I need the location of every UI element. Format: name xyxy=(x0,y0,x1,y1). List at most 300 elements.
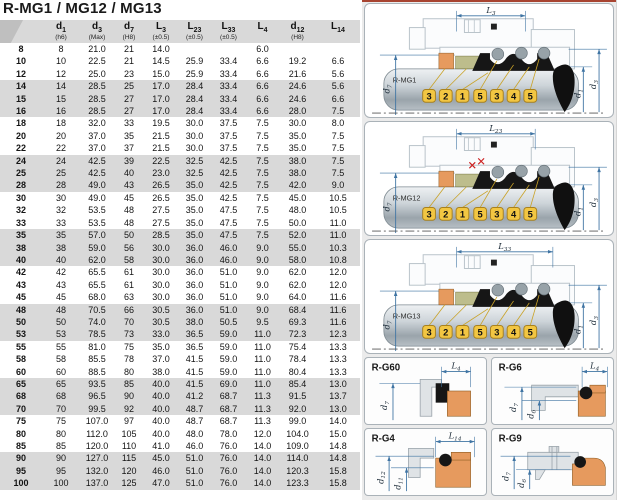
table-cell: 36.0 xyxy=(185,267,204,278)
table-cell: 18 xyxy=(15,118,26,129)
callout-number: 3 xyxy=(426,327,432,338)
table-cell: 38.0 xyxy=(279,155,316,167)
table-cell: 7.5 xyxy=(256,192,269,203)
table-cell: 70.5 xyxy=(80,304,114,316)
table-row xyxy=(0,304,360,316)
table-cell: 14.0 xyxy=(253,441,272,451)
gland-part xyxy=(532,385,579,410)
table-cell: 14.0 xyxy=(246,477,279,489)
table-cell: 78.0 xyxy=(219,428,238,439)
table-cell: 48 xyxy=(123,205,134,216)
table-cell: 32.5 xyxy=(178,155,211,167)
rg60-diagram-svg xyxy=(365,358,486,424)
table-cell: 11.3 xyxy=(246,390,279,402)
table-cell: 78.5 xyxy=(80,328,114,340)
table-cell: 46.0 xyxy=(185,441,204,451)
table-cell: 120 xyxy=(114,465,144,477)
table-cell: 30.0 xyxy=(185,130,204,141)
housing-outline xyxy=(464,138,480,151)
table-cell: 13.7 xyxy=(316,390,360,402)
table-cell: 107.0 xyxy=(85,416,109,427)
table-row xyxy=(0,167,360,179)
table-row xyxy=(0,80,360,92)
table-cell: 30.0 xyxy=(152,292,170,303)
table-cell: 42.0 xyxy=(279,179,316,191)
table-cell: 41.5 xyxy=(185,354,204,365)
table-cell: 62.0 xyxy=(80,254,114,266)
table-cell: 45.0 xyxy=(144,452,178,464)
table-cell: 36.5 xyxy=(185,341,204,352)
table-row xyxy=(0,217,360,229)
table-cell: 12 xyxy=(55,68,66,79)
table-cell: 11.3 xyxy=(254,416,271,427)
table-cell xyxy=(211,43,246,55)
spring xyxy=(492,48,504,60)
spring xyxy=(516,283,528,295)
table-cell: 66 xyxy=(114,304,144,316)
table-cell: 7.5 xyxy=(246,229,279,241)
table-cell: 41.2 xyxy=(178,390,211,402)
table-cell: 50 xyxy=(42,316,80,328)
table-row xyxy=(0,68,360,80)
o-ring xyxy=(439,454,452,467)
table-cell: 36.5 xyxy=(178,328,211,340)
table-cell: 75 xyxy=(123,341,134,352)
diagram-panel-rg4 xyxy=(364,428,487,496)
table-cell: 24 xyxy=(42,155,80,167)
table-row xyxy=(0,266,360,278)
table-cell: 33.4 xyxy=(211,80,246,92)
table-row xyxy=(0,279,360,291)
dim-label: $d_7$ xyxy=(379,401,392,411)
table-cell: 100 xyxy=(0,477,42,489)
table-cell: 15 xyxy=(42,93,80,105)
table-cell: 99.5 xyxy=(80,403,114,415)
table-cell: 58 xyxy=(114,254,144,266)
table-cell: 30.0 xyxy=(152,267,170,278)
table-row xyxy=(0,316,360,328)
table-cell: 65.5 xyxy=(88,267,106,278)
table-cell: 35.0 xyxy=(185,217,204,228)
table-cell: 22 xyxy=(55,143,66,154)
table-cell: 45.0 xyxy=(288,192,307,203)
table-cell: 74.0 xyxy=(80,316,114,328)
table-cell: 47.5 xyxy=(219,217,238,228)
table-cell: 7.5 xyxy=(246,167,279,179)
table-row xyxy=(0,403,360,415)
gland-part xyxy=(409,448,434,477)
table-cell: 50 xyxy=(0,316,42,328)
table-cell: 57.0 xyxy=(80,229,114,241)
table-cell: 13.0 xyxy=(316,403,360,415)
table-cell: 38 xyxy=(0,242,42,254)
table-cell: 58 xyxy=(15,354,26,365)
column-header: $d_3$ (Max) xyxy=(80,20,114,43)
table-cell: 6.6 xyxy=(256,68,269,79)
table-cell: 85 xyxy=(55,441,66,451)
table-cell: 26.5 xyxy=(144,179,178,191)
table-cell: 11.0 xyxy=(254,341,271,352)
table-cell: 37.0 xyxy=(88,130,106,141)
rg6-diagram-svg xyxy=(492,358,613,424)
table-cell: 27.5 xyxy=(152,217,170,228)
table-cell: 38 xyxy=(42,242,80,254)
table-cell: 11.6 xyxy=(329,292,347,303)
callout-number: 5 xyxy=(527,209,533,220)
table-cell: 59.0 xyxy=(80,242,114,254)
diagram-panel-rg6 xyxy=(491,357,614,425)
table-cell: 49.0 xyxy=(80,179,114,191)
table-cell: 5.6 xyxy=(331,68,345,79)
table-cell: 56 xyxy=(114,242,144,254)
table-cell: 48 xyxy=(42,304,80,316)
column-header-corner xyxy=(0,20,42,43)
table-cell: 28 xyxy=(42,179,80,191)
table-cell: 95 xyxy=(42,465,80,477)
table-cell: 40.0 xyxy=(144,378,178,390)
table-cell: 50.5 xyxy=(211,316,246,328)
table-cell: 42.5 xyxy=(80,167,114,179)
callout-number: 3 xyxy=(494,91,500,102)
table-cell: 33 xyxy=(15,217,26,228)
table-cell: 91.5 xyxy=(279,390,316,402)
diagram-label: R-G6 xyxy=(498,362,522,374)
table-cell: 8 xyxy=(58,44,64,54)
dim-label: $d_{11}$ xyxy=(392,477,405,490)
table-cell: 32 xyxy=(15,205,26,216)
table-cell: 49.0 xyxy=(88,192,106,203)
diagram-label: R-MG12 xyxy=(392,193,421,203)
diagram-label: R-MG13 xyxy=(392,311,421,321)
table-cell: 137.0 xyxy=(80,477,114,489)
table-cell: 65 xyxy=(42,378,80,390)
table-cell: 78 xyxy=(123,354,134,365)
table-cell: 9.0 xyxy=(256,292,269,303)
spring xyxy=(492,284,504,296)
table-cell: 9.0 xyxy=(246,242,279,254)
table-cell: 75 xyxy=(15,416,26,427)
table-cell: 10.8 xyxy=(316,254,360,266)
table-cell: 90 xyxy=(42,452,80,464)
table-cell: 10 xyxy=(15,56,26,67)
table-cell: 9.0 xyxy=(256,279,269,290)
table-cell: 68.0 xyxy=(88,292,106,303)
table-cell: 115 xyxy=(114,452,144,464)
table-cell: 10.5 xyxy=(329,205,347,216)
table-cell: 27 xyxy=(114,93,144,105)
table-cell: 58 xyxy=(55,354,66,365)
table-cell: 45 xyxy=(123,192,134,203)
table-cell: 88.5 xyxy=(88,366,106,377)
table-row xyxy=(0,43,360,55)
table-cell: 37.5 xyxy=(219,118,238,129)
dim-label: $d_{12}$ xyxy=(375,471,388,484)
table-row xyxy=(0,179,360,191)
spring xyxy=(516,165,528,177)
housing-outline xyxy=(409,264,425,286)
seat-part xyxy=(451,452,470,460)
table-cell: 7.5 xyxy=(256,118,269,129)
table-cell: 42.5 xyxy=(211,155,246,167)
table-cell: 14.0 xyxy=(329,416,347,427)
table-cell: 68.7 xyxy=(219,416,238,427)
table-cell: 42.5 xyxy=(211,167,246,179)
table-cell: 22.5 xyxy=(88,56,106,67)
callout-number: 1 xyxy=(459,327,466,338)
table-cell: 59.0 xyxy=(211,328,246,340)
table-cell: 65 xyxy=(0,378,42,390)
table-cell: 19.5 xyxy=(152,118,170,129)
column-header: $L_{33}$ (±0.5) xyxy=(211,20,246,43)
table-cell: 6.6 xyxy=(246,93,279,105)
table-row xyxy=(0,55,360,67)
table-cell: 47.5 xyxy=(211,229,246,241)
table-cell: 110 xyxy=(121,441,137,451)
table-cell: 80 xyxy=(123,366,134,377)
table-row xyxy=(0,117,360,129)
diagram-area xyxy=(362,0,617,500)
table-cell: 11.0 xyxy=(329,217,347,228)
column-header: $d_1$ (h6) xyxy=(42,20,80,43)
table-cell xyxy=(279,43,316,55)
table-cell: 53 xyxy=(0,328,42,340)
table-cell: 8.0 xyxy=(331,118,345,129)
table-cell: 35.0 xyxy=(178,229,211,241)
dim-label: $L_4$ xyxy=(451,360,461,373)
table-cell: 50 xyxy=(114,229,144,241)
table-row xyxy=(0,254,360,266)
table-cell: 97 xyxy=(123,416,134,427)
table-cell: 13.3 xyxy=(329,366,347,377)
table-cell: 51.0 xyxy=(178,452,211,464)
table-cell: 11.0 xyxy=(254,354,271,365)
table-cell: 93.5 xyxy=(80,378,114,390)
table-cell: 63 xyxy=(123,292,134,303)
table-cell: 14.5 xyxy=(152,56,170,67)
table-cell: 28 xyxy=(0,179,42,191)
table-cell: 36.0 xyxy=(178,242,211,254)
table-cell: 46.0 xyxy=(211,242,246,254)
table-cell: 15.8 xyxy=(316,465,360,477)
table-cell: 78.4 xyxy=(288,354,307,365)
table-cell: 70 xyxy=(42,403,80,415)
spring xyxy=(538,283,550,295)
table-cell: 80 xyxy=(55,428,66,439)
table-cell: 43 xyxy=(114,179,144,191)
set-screw xyxy=(491,260,497,266)
table-cell: 27.5 xyxy=(152,205,170,216)
column-header: $L_3$ (±0.5) xyxy=(144,20,178,43)
dim-label: $L_4$ xyxy=(590,360,600,373)
table-cell: 5.6 xyxy=(316,80,360,92)
table-cell: 11.6 xyxy=(316,316,360,328)
table-cell: 10.5 xyxy=(329,192,347,203)
table-cell: 21.6 xyxy=(288,68,307,79)
table-cell: 6.6 xyxy=(331,56,345,67)
table-cell: 32.5 xyxy=(178,167,211,179)
table-cell: 48 xyxy=(0,304,42,316)
diagram-panel-rg60 xyxy=(364,357,487,425)
table-cell: 60 xyxy=(55,366,66,377)
table-cell: 68 xyxy=(42,390,80,402)
seat-part xyxy=(590,385,606,393)
table-cell: 32 xyxy=(55,205,66,216)
table-cell: 41.5 xyxy=(185,366,204,377)
top-accent-line xyxy=(362,0,616,2)
dim-label: $d_7$ xyxy=(508,403,521,412)
table-cell: 14.0 xyxy=(152,44,170,54)
table-cell: 48.0 xyxy=(288,205,307,216)
table-cell: 18 xyxy=(55,118,66,129)
table-cell: 21.5 xyxy=(152,130,170,141)
table-cell: 99.0 xyxy=(288,416,307,427)
table-cell: 35 xyxy=(123,130,134,141)
table-cell: 33.4 xyxy=(219,68,238,79)
table-cell: 40.0 xyxy=(144,403,178,415)
table-cell: 30.5 xyxy=(144,316,178,328)
callout-number: 4 xyxy=(510,327,517,338)
dim-label: $d_1$ xyxy=(572,324,585,334)
table-cell: 51.0 xyxy=(219,292,238,303)
o-ring xyxy=(580,387,593,400)
table-cell: 14.0 xyxy=(246,465,279,477)
housing-outline xyxy=(409,146,425,168)
table-cell: 100 xyxy=(42,477,80,489)
dim-label: $d_6$ xyxy=(525,409,538,419)
table-cell: 33.4 xyxy=(211,105,246,117)
table-cell: 70 xyxy=(114,316,144,328)
table-cell: 11.0 xyxy=(246,378,279,390)
table-cell: 19.2 xyxy=(288,56,307,67)
table-cell: 7.5 xyxy=(246,179,279,191)
table-cell: 42.5 xyxy=(219,192,238,203)
table-cell: 80 xyxy=(15,428,26,439)
callout-number: 4 xyxy=(510,209,517,220)
table-cell: 9.0 xyxy=(246,304,279,316)
table-cell: 7.5 xyxy=(256,217,269,228)
table-cell: 70 xyxy=(0,403,42,415)
table-cell: 85 xyxy=(15,441,26,451)
rg4-diagram-svg xyxy=(365,429,486,495)
table-row xyxy=(0,192,360,204)
table-cell: 62.0 xyxy=(288,279,307,290)
table-cell: 76.0 xyxy=(211,477,246,489)
table-cell: 42.5 xyxy=(211,179,246,191)
seat-part xyxy=(439,289,454,305)
table-cell: 30.0 xyxy=(185,118,204,129)
spring xyxy=(538,47,550,59)
table-cell: 24.6 xyxy=(279,80,316,92)
table-cell: 28.5 xyxy=(144,229,178,241)
callout-number: 1 xyxy=(459,91,466,102)
table-cell: 68.7 xyxy=(211,403,246,415)
spring xyxy=(516,47,528,59)
callout-number: 1 xyxy=(459,209,466,220)
table-row xyxy=(0,130,360,142)
table-cell: 15 xyxy=(0,93,42,105)
diagram-panel-rmg12 xyxy=(364,121,614,236)
table-cell: 59.0 xyxy=(219,366,238,377)
table-row xyxy=(0,440,360,452)
callout-number: 5 xyxy=(527,327,533,338)
table-cell: 30.5 xyxy=(144,304,178,316)
callout-number: 5 xyxy=(477,209,483,220)
diagram-label: R-MG1 xyxy=(392,75,417,85)
table-cell: 33.0 xyxy=(144,328,178,340)
table-cell: 55 xyxy=(55,341,66,352)
table-cell: 40 xyxy=(0,254,42,266)
column-header: $L_{23}$ (±0.5) xyxy=(178,20,211,43)
table-cell: 7.5 xyxy=(316,155,360,167)
dim-label: $d_1$ xyxy=(572,88,585,98)
table-cell: 16 xyxy=(42,105,80,117)
table-cell: 7.5 xyxy=(256,130,269,141)
table-cell: 61 xyxy=(123,267,134,278)
callout-number: 5 xyxy=(477,327,483,338)
table-row xyxy=(0,229,360,241)
table-cell: 69.3 xyxy=(279,316,316,328)
table-cell: 53.5 xyxy=(88,205,106,216)
seat-diagrams-section xyxy=(364,357,615,497)
table-cell: 28.4 xyxy=(178,93,211,105)
table-cell: 40.0 xyxy=(152,428,170,439)
table-cell: 55.0 xyxy=(279,242,316,254)
table-cell: 25.0 xyxy=(88,68,106,79)
table-cell: 22 xyxy=(15,143,26,154)
table-cell: 75.4 xyxy=(288,341,307,352)
table-cell: 30.0 xyxy=(152,279,170,290)
table-cell: 46.0 xyxy=(144,465,178,477)
table-cell: 21 xyxy=(123,44,134,54)
table-cell: 73 xyxy=(114,328,144,340)
table-row xyxy=(0,242,360,254)
table-cell: 112.0 xyxy=(86,428,108,439)
table-cell: 51.0 xyxy=(211,304,246,316)
table-cell xyxy=(178,43,211,55)
rmg1-diagram-svg xyxy=(365,4,613,117)
table-row xyxy=(0,341,360,353)
spring xyxy=(538,165,550,177)
table-cell: 120.0 xyxy=(85,441,109,451)
table-cell: 15.0 xyxy=(329,428,347,439)
table-cell: 7.5 xyxy=(256,143,269,154)
dim-label: $d_6$ xyxy=(515,478,528,488)
table-cell: 33.4 xyxy=(219,56,238,67)
table-cell: 20 xyxy=(55,130,66,141)
table-row xyxy=(0,93,360,105)
table-cell: 35.0 xyxy=(178,179,211,191)
table-cell: 46.0 xyxy=(211,254,246,266)
table-cell: 59.0 xyxy=(219,341,238,352)
table-cell: 30.0 xyxy=(144,242,178,254)
table-cell: 41.5 xyxy=(178,378,211,390)
table-cell: 25 xyxy=(0,167,42,179)
table-cell: 21.0 xyxy=(88,44,106,54)
table-cell: 30.0 xyxy=(144,254,178,266)
table-row xyxy=(0,452,360,464)
set-screw xyxy=(491,142,497,148)
table-cell: 11.3 xyxy=(246,403,279,415)
table-cell: 65.5 xyxy=(88,279,106,290)
table-cell: 16 xyxy=(0,105,42,117)
table-cell: 17.0 xyxy=(144,93,178,105)
table-cell: 37.0 xyxy=(88,143,106,154)
table-cell: 6.6 xyxy=(256,56,269,67)
diagram-label: R-G4 xyxy=(371,433,395,445)
table-row xyxy=(0,155,360,167)
table-cell: 64.0 xyxy=(288,292,307,303)
table-cell: 37.5 xyxy=(219,130,238,141)
